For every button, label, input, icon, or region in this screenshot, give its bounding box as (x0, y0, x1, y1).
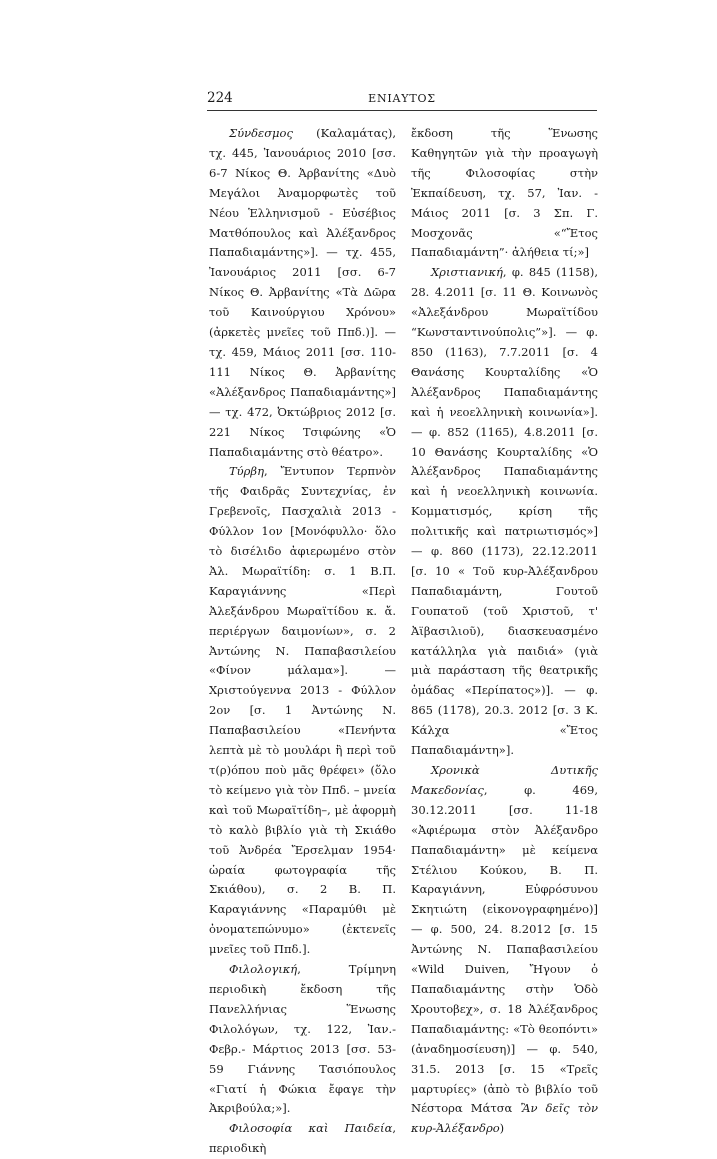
entry-christianiki (411, 263, 598, 761)
entry-title: Χρονικὰ Δυτικῆς Μακεδονίας (411, 763, 598, 797)
entry-title: Χριστιανική (431, 265, 503, 280)
entry-chronika-dytikis-makedonias (411, 761, 598, 1139)
entry-text: , φ. 469, 30.12.2011 [σσ. 11-18 «Ἀφιέρωμα στὸν Ἀλέξανδρο Παπαδιαμάντη» μὲ κείμενα Στέλιου Κούκου, Β. Π. Καραγιάννη, Εὐφρόσυνου Σκητιώτη (εἰκονογραφημένο)] — φ. 500, 24. 8.2012 [σ. 15 Ἀντώνης Ν. Παπαβασιλείου «Wild Duiven, Ἤγουν ὁ Παπαδιαμάντης στὴν Ὁδὸ Χρουτοβεχ», σ. 18 Ἀλέξανδρος Παπαδιαμάντης: «Τὸ θεοπόντι» (ἀναδημοσίευση)] — φ. 540, 31.5. 2013 [σ. 15 «Τρεῖς μαρτυρίες» (ἀπὸ τὸ βιβλίο τοῦ Νέστορα Μάτσα (411, 782, 598, 1116)
entry-title: Φιλολογική (229, 962, 298, 977)
entry-text: (Καλαμάτας), τχ. 445, Ἰανουάριος 2010 [σσ. 6-7 Νίκος Θ. Ἀρβανίτης «Δυὸ Μεγάλοι Ἀναμορφωτὲς τοῦ Νέου Ἑλληνισμοῦ - Εὐσέβιος Ματθόπουλος καὶ Ἀλέξανδρος Παπαδιαμάντης»]. — τχ. 455, Ἰανουάριος 2011 [σσ. 6-7 Νίκος Θ. Ἀρβανίτης «Τὰ Δῶρα τοῦ Καινούργιου Χρόνου» (ἀρκετὲς μνεῖες τοῦ Ππδ.)]. — τχ. 459, Μάιος 2011 [σσ. 110-111 Νίκος Θ. Ἀρβανίτης «Ἀλέξανδρος Παπαδιαμάντης»] — τχ. 472, Ὀκτώβριος 2012 [σ. 221 Νίκος Τσιφώνης «Ὁ Παπαδιαμάντης στὸ θέατρο». (209, 126, 396, 459)
entry-text: ἔκδοση τῆς Ἕνωσης Καθηγητῶν γιὰ τὴν προαγωγὴ τῆς Φιλοσοφίας στὴν Ἐκπαίδευση, τχ. 57, Ἰαν. - Μάιος 2011 [σ. 3 Σπ. Γ. Μοσχονᾶς «“Ἔτος Παπαδιαμάντη”· ἀλήθεια τί;»] (411, 126, 598, 260)
left-column (209, 124, 396, 1159)
page-header (207, 90, 597, 111)
entry-filosofia-continued (411, 124, 598, 263)
entry-text: , Ἔντυπον Τερπνὸν τῆς Φαιδρᾶς Συντεχνίας, ἐν Γρεβενοῖς, Πασχαλιὰ 2013 - Φύλλον 1ον [Μονόφυλλο· ὅλο τὸ δισέλιδο ἀφιερωμένο στὸν Ἀλ. Μωραϊτίδη: σ. 1 Β.Π. Καραγιάννης «Περὶ Ἀλεξάνδρου Μωραϊτίδου κ. ἄ. περιέργων δαιμονίων», σ. 2 Ἀντώνης Ν. Παπαβασιλείου «Φίνον μάλαμα»]. — Χριστούγεννα 2013 - Φύλλον 2ον [σ. 1 Ἀντώνης Ν. Παπαβασιλείου «Πενήντα λεπτὰ μὲ τὸ μουλάρι ἢ περὶ τοῦ τ(ρ)όπου ποὺ μᾶς θρέφει» (ὅλο τὸ κείμενο γιὰ τὸν Ππδ. – μνεία καὶ τοῦ Μωραϊτίδη–, μὲ ἀφορμὴ τὸ καλὸ βιβλίο γιὰ τὴ Σκιάθο τοῦ Ἀνδρέα Ἔρσελμαν 1954· ὡραία φωτογραφία τῆς Σκιάθου), σ. 2 Β. Π. Καραγιάννης «Παραμύθι μὲ ὀνοματεπώνυμο» (ἐκτενεῖς μνεῖες τοῦ Ππδ.]. (209, 464, 396, 957)
entry-filosofia-paideia (209, 1119, 396, 1159)
entry-text: , περιοδικὴ (209, 1121, 396, 1156)
running-head: ΕΝΙΑΥΤΟΣ (368, 92, 436, 105)
right-column (411, 124, 598, 1139)
entry-tyrvi (209, 462, 396, 960)
entry-title: Φιλοσοφία καὶ Παιδεία (229, 1121, 393, 1136)
entry-title: Τύρβη (229, 464, 264, 479)
entry-text: , Τρίμηνη περιοδικὴ ἔκδοση τῆς Πανελλήνιας Ἕνωσης Φιλολόγων, τχ. 122, Ἰαν.- Φεβρ.- Μάρτιος 2013 [σσ. 53-59 Γιάννης Τασιόπουλος «Γιατί ἡ Φώκια ἔφαγε τὴν Ἀκριβούλα;»]. (209, 962, 396, 1116)
page-number: 224 (207, 90, 233, 106)
book-title: Ἂν δεῖς τὸν κυρ-Ἀλέξανδρο (411, 1101, 598, 1136)
entry-filologiki (209, 960, 396, 1119)
entry-text-end: ) (499, 1121, 505, 1136)
entry-text: , φ. 845 (1158), 28. 4.2011 [σ. 11 Θ. Κοινωνὸς «Ἀλεξάνδρου Μωραϊτίδου “Κωνσταντινούπολις”»]. — φ. 850 (1163), 7.7.2011 [σ. 4 Θανάσης Κουρταλίδης «Ὁ Ἀλέξανδρος Παπαδιαμάντης καὶ ἡ νεοελληνικὴ κοινωνία»]. — φ. 852 (1165), 4.8.2011 [σ. 10 Θανάσης Κουρταλίδης «Ὁ Ἀλέξανδρος Παπαδιαμάντης καὶ ἡ νεοελληνικὴ κοινωνία. Κομματισμός, κρίση τῆς πολιτικῆς καὶ πατριωτισμός»] — φ. 860 (1173), 22.12.2011 [σ. 10 « Τοῦ κυρ-Ἀλέξανδρου Παπαδιαμάντη, Γουτοῦ Γουπατοῦ (τοῦ Χριστοῦ, τ' Ἀϊβασιλιοῦ), διασκευασμένο κατάλληλα γιὰ παιδιά» (γιὰ μιὰ παράσταση τῆς θεατρικῆς ὁμάδας «Περίπατος»)]. — φ. 865 (1178), 20.3. 2012 [σ. 3 Κ. Κάλχα «Ἔτος Παπαδιαμάντη»]. (411, 265, 598, 758)
entry-syndesmos (209, 124, 396, 462)
entry-title: Σύνδεσμος (229, 126, 293, 140)
